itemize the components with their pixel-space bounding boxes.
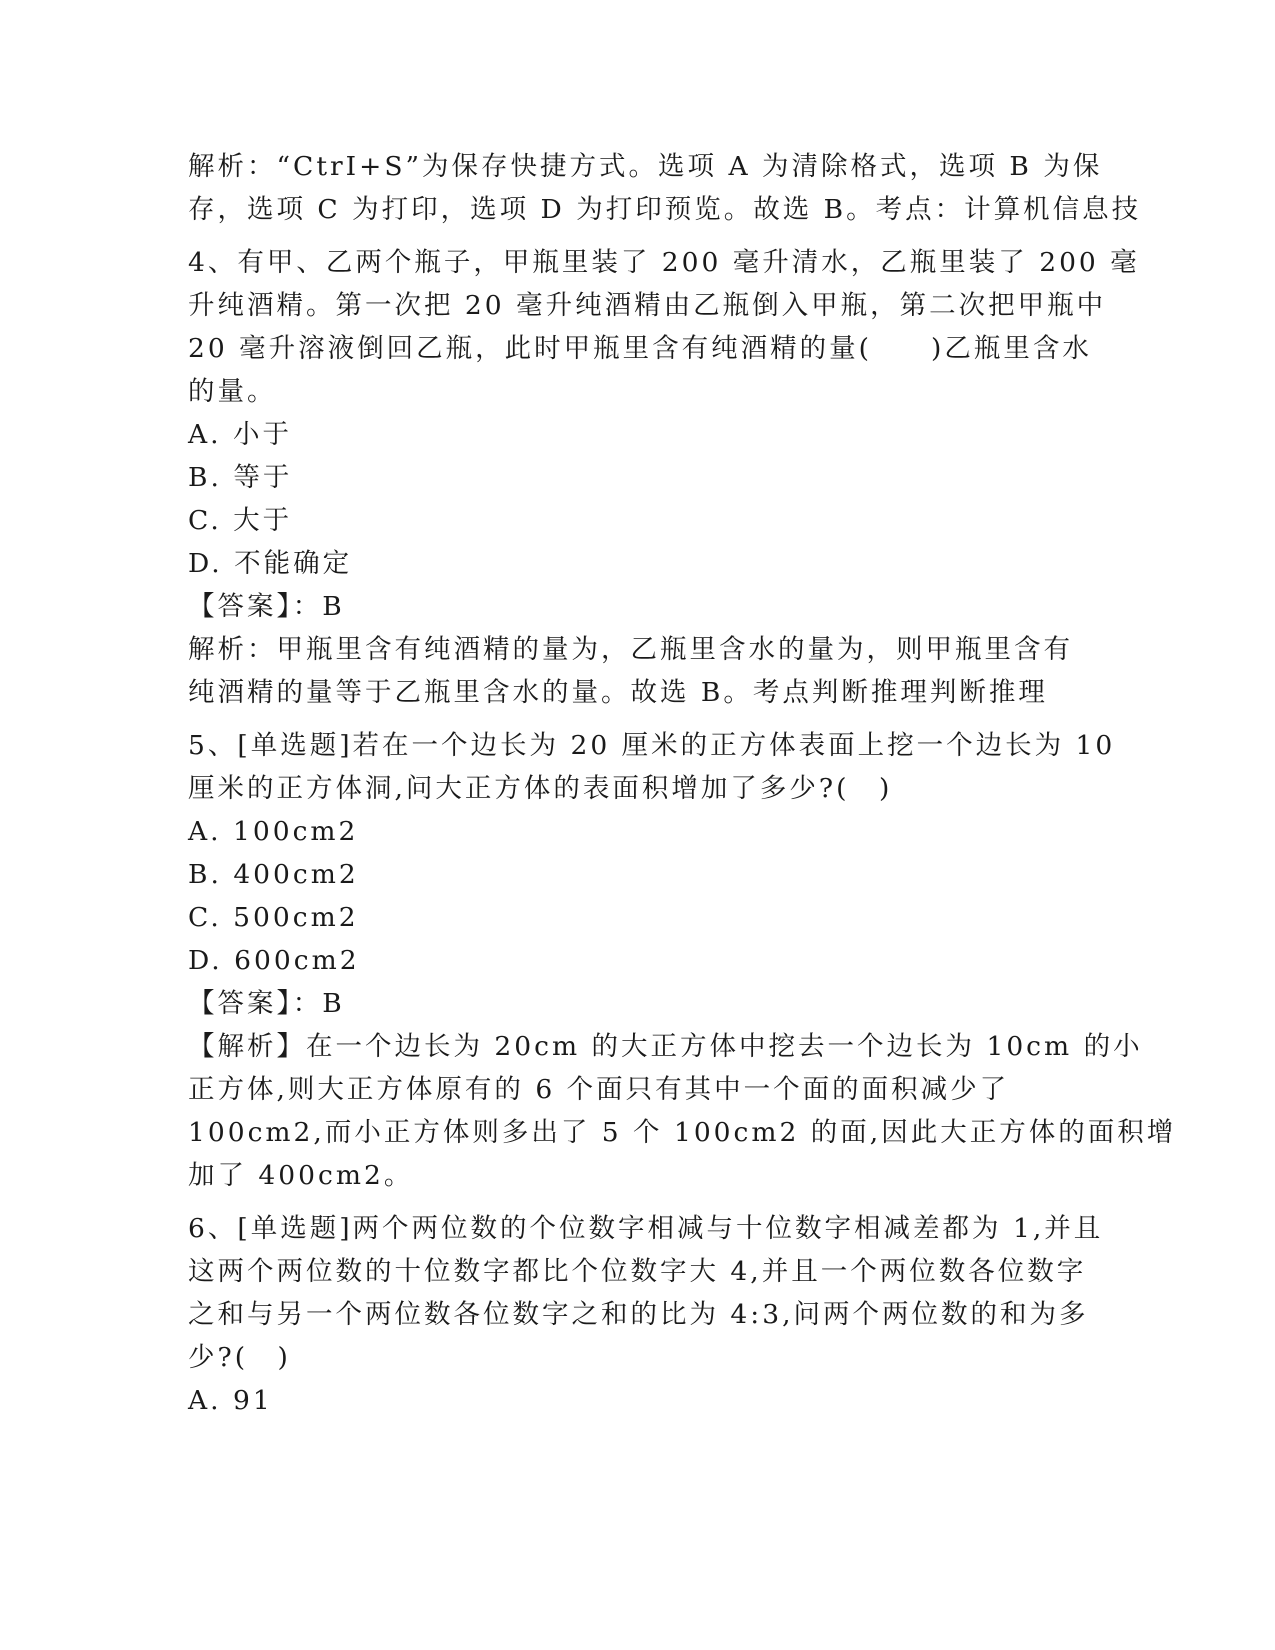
- option-b: B. 等于: [188, 462, 293, 493]
- question-text: 之和与另一个两位数各位数字之和的比为 4:3,问两个两位数的和为多: [188, 1299, 1089, 1330]
- question-text: 升纯酒精。第一次把 20 毫升纯酒精由乙瓶倒入甲瓶，第二次把甲瓶中: [188, 290, 1107, 321]
- option-d: D. 不能确定: [188, 548, 353, 579]
- answer: 【答案】：B: [188, 591, 345, 622]
- block-question-6: [188, 1207, 1104, 1422]
- answer: 【答案】：B: [188, 988, 345, 1019]
- explanation: 100cm2,而小正方体则多出了 5 个 100cm2 的面,因此大正方体的面积增: [188, 1117, 1177, 1148]
- question-text: 少?( ): [188, 1342, 291, 1373]
- question-text: 5、[单选题]若在一个边长为 20 厘米的正方体表面上挖一个边长为 10: [188, 730, 1116, 761]
- option-c: C. 大于: [188, 505, 293, 536]
- question-text: 这两个两位数的十位数字都比个位数字大 4,并且一个两位数各位数字: [188, 1256, 1087, 1287]
- question-text: 的量。: [188, 376, 277, 407]
- block-q3-explanation: [188, 145, 1142, 231]
- question-text: 4、有甲、乙两个瓶子，甲瓶里装了 200 毫升清水，乙瓶里装了 200 毫: [188, 247, 1140, 278]
- question-text: 厘米的正方体洞,问大正方体的表面积增加了多少?( ): [188, 773, 893, 804]
- option-a: A. 小于: [188, 419, 292, 450]
- option-d: D. 600cm2: [188, 945, 360, 976]
- text-line: 存，选项 C 为打印，选项 D 为打印预览。故选 B。考点：计算机信息技: [188, 194, 1142, 225]
- question-text: 20 毫升溶液倒回乙瓶，此时甲瓶里含有纯酒精的量( )乙瓶里含水: [188, 333, 1092, 364]
- document-page: [188, 145, 1177, 1422]
- question-text: 6、[单选题]两个两位数的个位数字相减与十位数字相减差都为 1,并且: [188, 1213, 1104, 1244]
- block-question-4: [188, 241, 1140, 714]
- explanation: 加了 400cm2。: [188, 1160, 414, 1191]
- option-a: A. 100cm2: [188, 816, 359, 847]
- option-b: B. 400cm2: [188, 859, 359, 890]
- explanation: 解析：甲瓶里含有纯酒精的量为，乙瓶里含水的量为，则甲瓶里含有: [188, 634, 1073, 665]
- block-question-5: [188, 724, 1177, 1197]
- explanation: 正方体,则大正方体原有的 6 个面只有其中一个面的面积减少了: [188, 1074, 1010, 1105]
- option-a: A. 91: [188, 1385, 273, 1416]
- text-line: 解析：“CtrI+S”为保存快捷方式。选项 A 为清除格式，选项 B 为保: [188, 151, 1103, 182]
- explanation: 纯酒精的量等于乙瓶里含水的量。故选 B。考点判断推理判断推理: [188, 677, 1048, 708]
- explanation: 【解析】在一个边长为 20cm 的大正方体中挖去一个边长为 10cm 的小: [188, 1031, 1143, 1062]
- option-c: C. 500cm2: [188, 902, 359, 933]
